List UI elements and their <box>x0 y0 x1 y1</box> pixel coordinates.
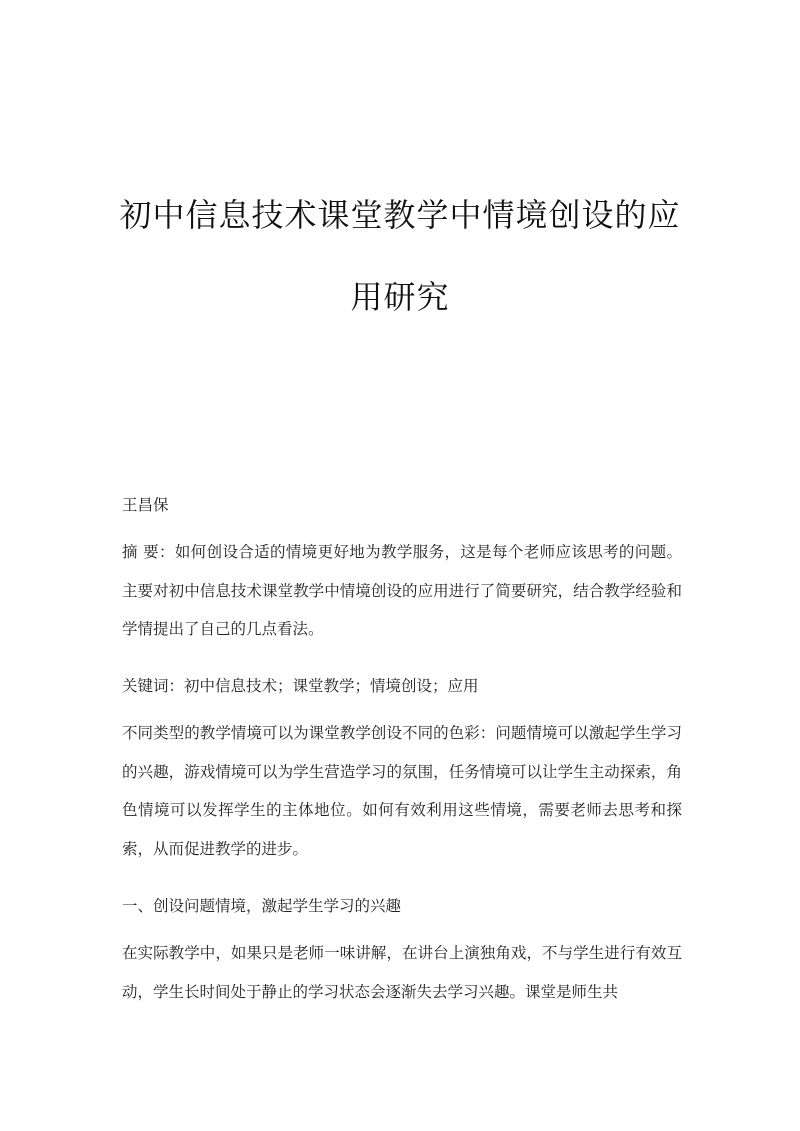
author-name: 王昌保 <box>122 496 169 514</box>
document-title-line-2: 用研究 <box>350 278 450 316</box>
keywords-line: 关键词：初中信息技术；课堂教学；情境创设；应用 <box>122 677 479 695</box>
document-title-line-1: 初中信息技术课堂教学中情境创设的应 <box>119 196 681 234</box>
body-paragraph: 在实际教学中，如果只是老师一味讲解，在讲台上演独角戏，不与学生进行有效互动，学生长时间处于静止的学习状态会逐渐失去学习兴趣。课堂是师生共 <box>122 944 682 1001</box>
section-heading: 一、创设问题情境，激起学生学习的兴趣 <box>122 897 402 915</box>
intro-paragraph: 不同类型的教学情境可以为课堂教学创设不同的色彩：问题情境可以激起学生学习的兴趣，游戏情境可以为学生营造学习的氛围，任务情境可以让学生主动探索，角色情境可以发挥学生的主体地位。如何有效利用这些情境，需要老师去思考和探索，从而促进教学的进步。 <box>122 724 682 858</box>
abstract-paragraph: 摘 要：如何创设合适的情境更好地为教学服务，这是每个老师应该思考的问题。主要对初中信息技术课堂教学中情境创设的应用进行了简要研究，结合教学经验和学情提出了自己的几点看法。 <box>122 543 682 638</box>
